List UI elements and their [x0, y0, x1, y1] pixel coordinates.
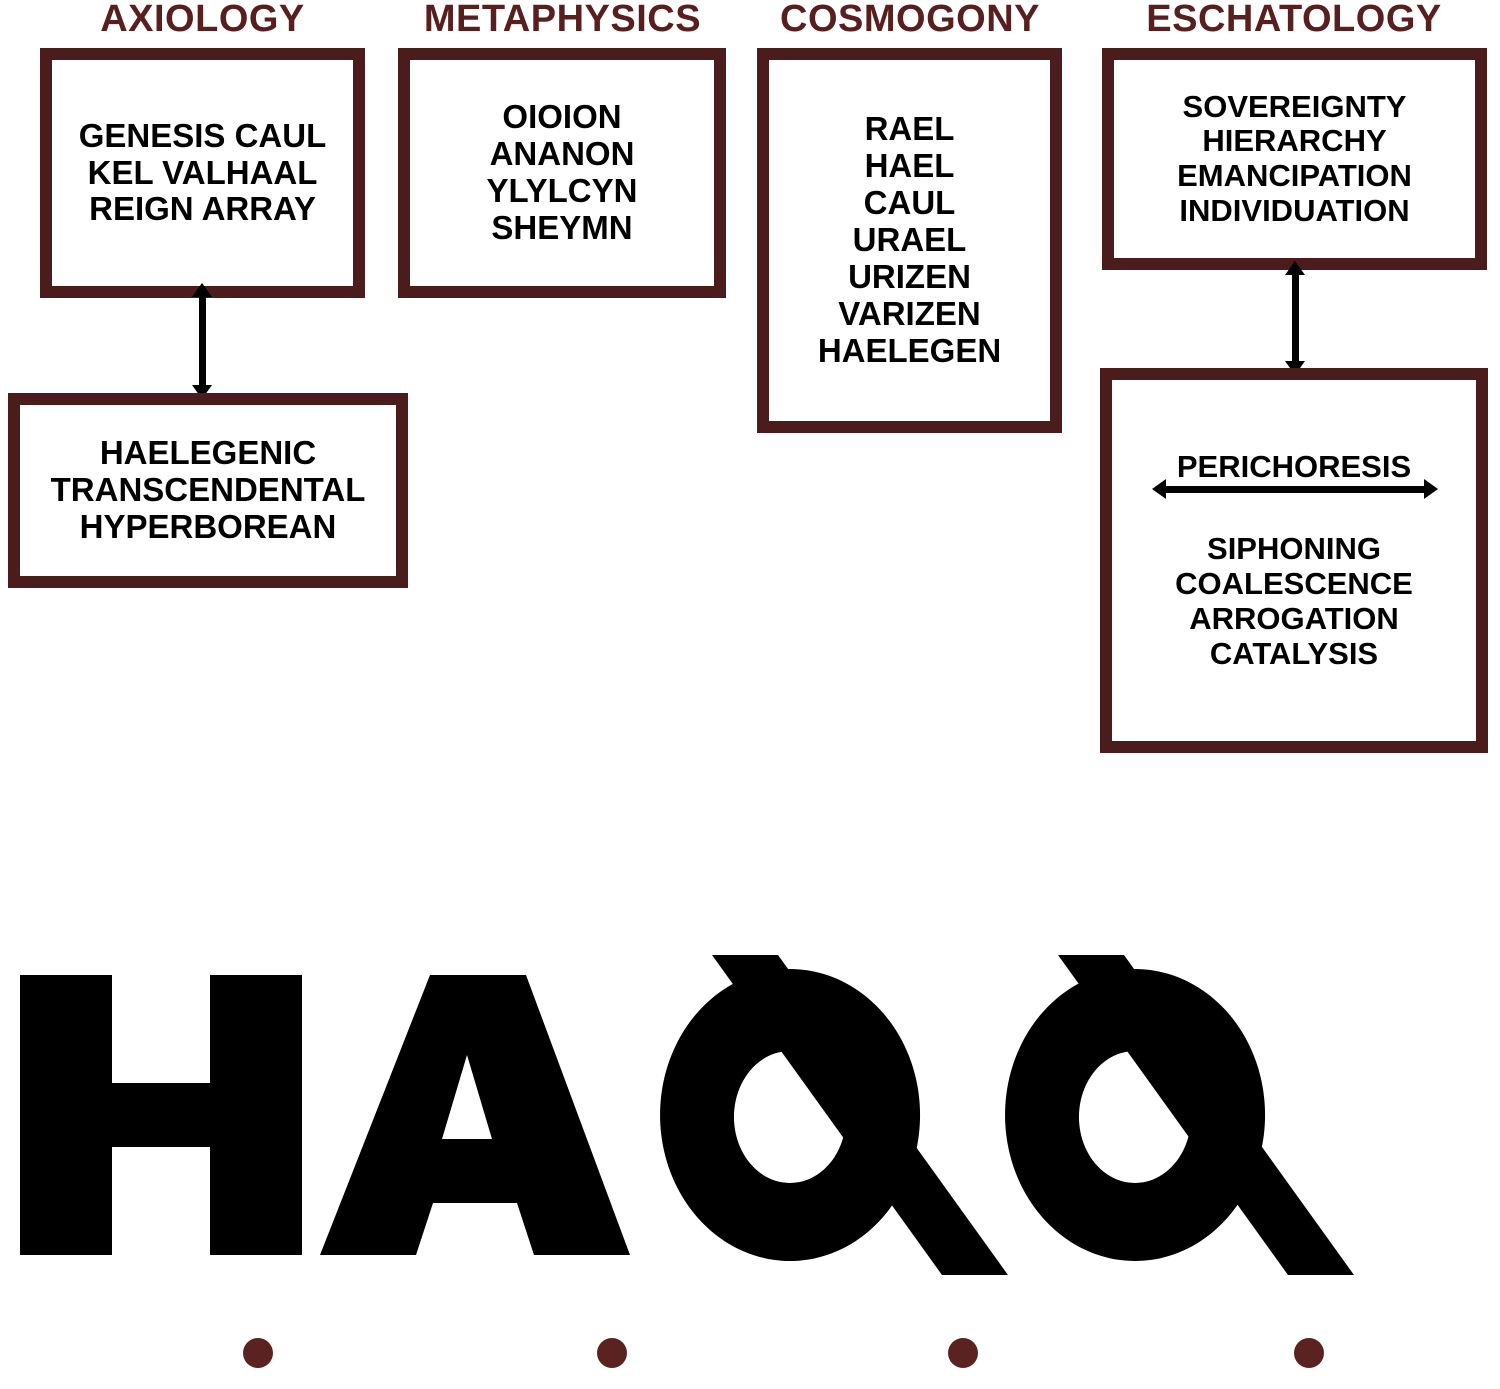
box-line: REIGN ARRAY — [89, 190, 316, 228]
box-line: ANANON — [489, 135, 635, 173]
box-eschatology-bottom — [1100, 368, 1488, 753]
box-line: URIZEN — [848, 257, 971, 295]
box-line: KEL VALHAAL — [87, 153, 318, 191]
box-line: SHEYMN — [491, 208, 633, 246]
box-line: CATALYSIS — [1209, 635, 1379, 671]
connector-axiology-vertical — [199, 292, 206, 397]
connector-eschatology-vertical — [1292, 272, 1299, 372]
connector-perichoresis-horizontal — [1166, 486, 1424, 493]
wordmark-haqq — [0, 955, 1420, 1315]
box-line: INDIVIDUATION — [1179, 192, 1410, 228]
box-axiology-bottom — [8, 393, 408, 588]
box-line: CAUL — [863, 184, 956, 222]
box-line: RAEL — [864, 110, 955, 148]
column-heading-eschatology: ESCHATOLOGY — [1146, 0, 1442, 40]
box-axiology-top — [40, 48, 365, 298]
box-line: HYPERBOREAN — [79, 507, 337, 545]
arrowhead-up-eschatology — [1285, 261, 1305, 275]
wordmark-dot — [243, 1338, 273, 1368]
box-line: GENESIS CAUL — [78, 116, 327, 154]
box-line: YLYLCYN — [486, 172, 638, 209]
letter-a — [320, 975, 630, 1255]
wordmark-dot — [597, 1338, 627, 1368]
arrowhead-up-axiology — [192, 283, 212, 297]
arrowhead-right-perichoresis — [1424, 479, 1438, 499]
letter-h — [20, 975, 302, 1255]
box-line: ARROGATION — [1189, 600, 1399, 636]
box-line: HAELEGENIC — [99, 434, 317, 472]
box-eschatology-top — [1102, 48, 1487, 270]
box-line: VARIZEN — [838, 294, 981, 332]
wordmark-dot — [948, 1338, 978, 1368]
box-line: COALESCENCE — [1175, 566, 1413, 602]
box-line: HAEL — [864, 147, 955, 185]
box-line: SIPHONING — [1207, 531, 1381, 567]
column-heading-cosmogony: COSMOGONY — [780, 0, 1040, 40]
box-title-perichoresis: PERICHORESIS — [1176, 448, 1412, 484]
column-heading-axiology: AXIOLOGY — [100, 0, 305, 40]
wordmark-dot — [1294, 1338, 1324, 1368]
box-line: OIOION — [502, 98, 622, 136]
column-heading-metaphysics: METAPHYSICS — [423, 0, 702, 40]
box-line: EMANCIPATION — [1177, 158, 1412, 193]
arrowhead-left-perichoresis — [1152, 479, 1166, 499]
box-line: SOVEREIGNTY — [1182, 88, 1407, 124]
box-line: HAELEGEN — [817, 331, 1002, 369]
box-line: HIERARCHY — [1202, 123, 1387, 159]
box-line: TRANSCENDENTAL — [50, 471, 366, 509]
box-line: URAEL — [852, 221, 967, 259]
box-cosmogony — [757, 48, 1062, 433]
box-metaphysics — [398, 48, 726, 298]
